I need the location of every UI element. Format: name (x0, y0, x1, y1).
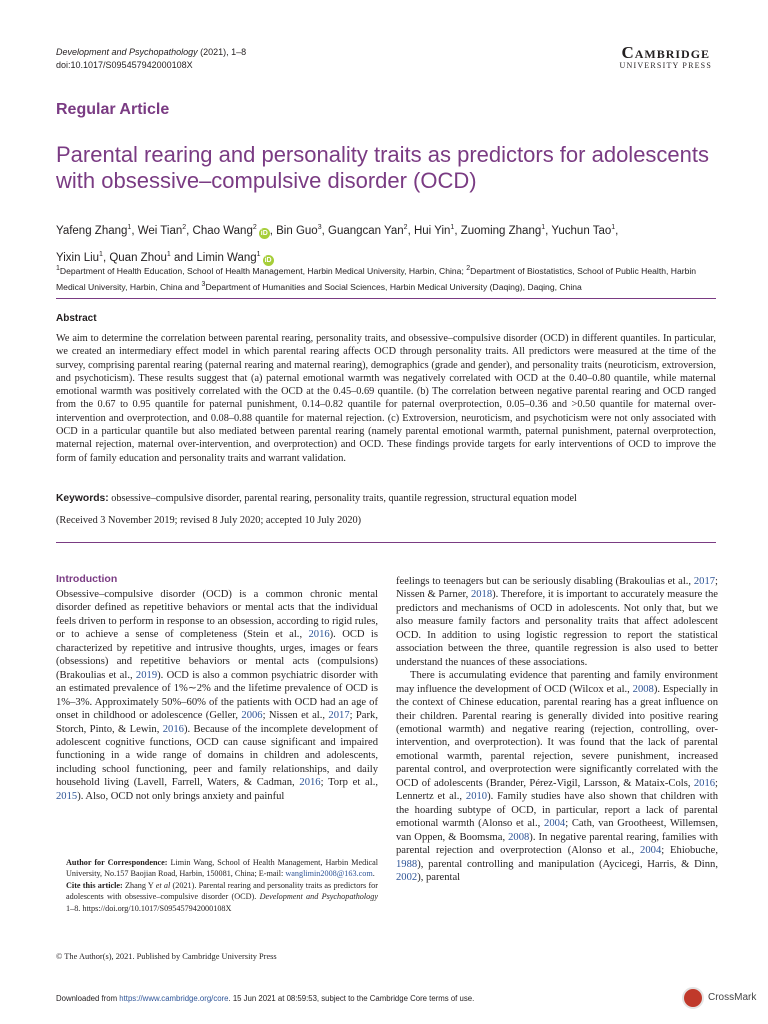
footer-suffix: . 15 Jun 2021 at 08:59:53, subject to the Cambridge Core terms of use. (228, 994, 475, 1003)
column-left (56, 573, 378, 803)
author-affiliation-marker: 1 (541, 224, 546, 231)
citation-link[interactable]: 2008 (508, 831, 530, 843)
paragraph-text: ). Therefore, it is important to accurately measure the predictors and mechanisms of OCD in adolescents. Not only that, but we also measure family factors and personality traits that affect adolescent OCD. In addition to using logistic regression to report the statistical association between the three, quantile regression is also used to better understand the nuances of these associations. (396, 589, 718, 668)
correspondence-text: Limin Wang, School of Health Management, Harbin Medical University, No.157 Baojian Road, Harbin, 150081, China; E-mail: (66, 858, 379, 879)
citation-link[interactable]: 2002 (396, 871, 418, 883)
affiliation-text: Department of Humanities and Social Sciences, Harbin Medical University (Daqing), Daqing, China (205, 281, 582, 292)
citation-link[interactable]: 2016 (162, 723, 184, 735)
paragraph-text: ). In negative parental rearing, families with parental rejection and overprotection (Alonso et al., (396, 831, 718, 857)
introduction-paragraph-1-continued (396, 575, 718, 669)
footer-prefix: Downloaded from (56, 994, 120, 1003)
paragraph-text: ). Especially in the context of Chinese education, parental rearing has a great influence on their children. Parental rearing is generally divided into positive rearing (emotional warmth) and negative rearing (rejection, controlling, over-intervention, and overprotection). It was found that the lack of parental emotional warmth, parental rejection, severe punishment, increased parental control, and overprotection were significantly correlated with the OCD of adolescents (Brander, Pérez-Vigil, Larsson, & Mataix-Cols, (396, 683, 718, 789)
paragraph-text: feelings to teenagers but can be seriously disabling (Brakoulias et al., (396, 576, 694, 587)
introduction-paragraph-2 (396, 669, 718, 884)
correspondence-end: . (372, 869, 375, 879)
author-list: Yafeng Zhang$^1$, Wei Tian$^2$, Chao Wang$^2$iD , Bin Guo$^3$, Guangcan Yan$^2$, Hui Yin$^1$, Zuoming Zhang$^1$, Yuchun Tao$^1$, Yixin Liu$^1$, Quan Zhou$^1$ and Limin Wang$^1$iD (56, 224, 619, 264)
keywords-text: obsessive–compulsive disorder, parental rearing, personality traits, quantile regression, structural equation model (108, 493, 577, 504)
citation-etal: et al (155, 880, 171, 890)
introduction-heading: Introduction (56, 573, 118, 585)
journal-year-pages: (2021), 1–8 (197, 47, 247, 57)
correspondence-label: Author for Correspondence: (66, 858, 168, 867)
paragraph-text: ). Also, OCD not only brings anxiety and painful (77, 790, 285, 802)
author-name: Quan Zhou (109, 251, 167, 264)
paragraph-text: ). Because of the incomplete development of adolescent cognitive functions, OCD can cause significant and impaired functioning in a wide range of domains in children and adolescents, including school functioning, peer and family relationships, and daily household living (Lavell, Farrell, Waters, & Cadman, (56, 723, 378, 789)
citation-link[interactable]: 2016 (693, 777, 716, 789)
author-affiliation-marker: 1 (127, 224, 132, 231)
received-dates: (Received 3 November 2019; revised 8 July 2020; accepted 10 July 2020) (56, 515, 362, 526)
correspondence-email[interactable]: wanglimin2008@163.com (285, 869, 373, 879)
orcid-icon[interactable]: iD (264, 256, 272, 264)
citation-title: (2021). Parental rearing and personality traits as predictors for adolescents with obsessive–compulsive disorder (OCD). (66, 880, 379, 902)
copyright: © The Author(s), 2021. Published by Cambridge University Press (56, 952, 277, 961)
affiliation-marker: 3 (201, 280, 206, 288)
publisher-subtitle: UNIVERSITY PRESS (619, 61, 712, 70)
author-name: Wei Tian (137, 224, 183, 237)
citation-link[interactable]: 2018 (470, 589, 493, 601)
citation-link[interactable]: 2015 (56, 790, 78, 802)
citation-link[interactable]: 2010 (465, 791, 488, 803)
crossmark-icon[interactable] (682, 987, 704, 1009)
abstract-text: We aim to determine the correlation between parental rearing, personality traits, and obsessive–compulsive disorder (OCD) in different quantiles. In particular, we created an intermediary effect model in which parental rearing affects OCD through personality traits. All predictors were measured at the time of the survey, comprising parental rearing (paternal rearing and maternal rearing), demographics (grade and gender), and personality traits (neuroticism, extroversion, and psychoticism). These results suggest that (a) paternal emotional warmth was negatively correlated with OCD at the 0.40–0.80 quantile, while maternal emotional warmth was positively correlated with the OCD at the 0.45–0.69 quantile. (b) The correlation between negative parental rearing and OCD ranged from the 0.67 to 0.95 quantile for paternal punishment, 0.14–0.82 quantile for paternal overprotection, 0.05–0.36 and >0.50 quantile for maternal over-intervention and overprotection, and 0.08–0.88 quantile for maternal rejection. (c) Extroversion, neuroticism, and psychoticism were not only associated with OCD in a particular quantile but also mediated between parental rearing (namely parental emotional warmth, paternal punishment, paternal overprotection, maternal rejection, maternal over-intervention, and overprotection) and OCD. These findings provide targets for early interventions of OCD to improve the form of family education and personality traits and warrant validation. (56, 333, 716, 464)
paragraph-text: ; Cath, van Grootheest, Willemsen, van Oppen, & Boomsma, (396, 818, 718, 843)
paragraph-text: ). OCD is also a common psychiatric disorder with an estimated prevalence of 1%∼2% and the lifetime prevalence of OCD is 1%–3%. Approximately 50%–60% of the patients with OCD had an age of onset in childhood or adolescence (Geller, (56, 669, 378, 722)
footer-link[interactable]: https://www.cambridge.org/core (119, 994, 229, 1003)
doi: doi:10.1017/S095457942000108X (56, 60, 193, 70)
author-affiliation-marker: 3 (317, 224, 322, 231)
paragraph-text: ), parental controlling and manipulation (Aycicegi, Harris, & Dinn, (417, 858, 718, 870)
author-name: Yixin Liu (56, 251, 100, 264)
citation-link[interactable]: 2016 (299, 777, 321, 789)
affiliation-marker: 1 (56, 265, 60, 272)
paragraph-text: ; Torp et al., (320, 777, 378, 789)
citation-link[interactable]: 2004 (640, 845, 662, 857)
download-footer (56, 994, 474, 1003)
article-type: Regular Article (56, 101, 170, 118)
citation-label: Cite this article: (66, 880, 123, 890)
paragraph-text: ; Ehiobuche, (661, 845, 718, 857)
citation-text: Zhang Y (122, 880, 156, 890)
author-name: Yafeng Zhang (56, 224, 128, 237)
abstract-heading: Abstract (56, 313, 97, 324)
affiliation-text: Department of Health Education, School of Health Management, Harbin Medical University, Harbin, China; (59, 265, 467, 276)
affiliation-text: Department of Biostatistics, School of Public Health, Harbin Medical University, Harbin, China and (56, 265, 697, 292)
author-notes (66, 857, 378, 914)
column-right (396, 575, 718, 884)
author-name: Chao Wang (192, 224, 253, 237)
author-name: Hui Yin (413, 224, 451, 237)
paragraph-text: ; Lennertz et al., (396, 777, 718, 803)
author-name: Zuoming Zhang (460, 224, 542, 237)
author-name: Yuchun Tao (551, 224, 612, 237)
paragraph-text: There is accumulating evidence that parenting and family environment may influence the development of OCD (Wilcox et al., (396, 670, 718, 695)
correspondence (66, 857, 378, 880)
author-affiliation-marker: 1 (99, 250, 103, 258)
citation-journal: Development and Psychopathology (259, 892, 378, 902)
citation-link[interactable]: 2017 (693, 576, 716, 587)
author-affiliation-marker: 1 (611, 224, 616, 231)
citation-link[interactable]: 2006 (241, 710, 263, 722)
journal-info (56, 46, 246, 72)
paragraph-text: Obsessive–compulsive disorder (OCD) is a common chronic mental disorder defined as repetitive behaviors or mental acts that the individual feels driven to perform in response to an obsession, according to rigid rules, or to achieve a sense of completeness (Stein et al., (56, 589, 378, 641)
journal-name: Development and Psychopathology (56, 47, 198, 57)
citation-link[interactable]: 2017 (328, 710, 350, 722)
author-affiliation-marker: 2 (403, 224, 408, 231)
author-affiliation-marker: 2 (252, 224, 257, 231)
citation-link[interactable]: 1988 (396, 858, 418, 870)
paragraph-text: ; Nissen et al., (262, 710, 329, 722)
author-name: Guangcan Yan (328, 224, 404, 237)
crossmark-label[interactable]: CrossMark (708, 992, 757, 1003)
publisher-logo (620, 44, 712, 71)
paragraph-text: ), parental (417, 871, 461, 883)
divider-bottom (56, 542, 716, 543)
keywords-label: Keywords: (56, 493, 109, 504)
author-affiliation-marker: 1 (450, 224, 455, 231)
author-affiliation-marker: 1 (166, 250, 171, 258)
publisher-name: Cambridge (621, 43, 711, 62)
author-name: Bin Guo (276, 224, 318, 237)
citation (66, 880, 378, 914)
author-affiliation-marker: 1 (256, 250, 261, 258)
author-affiliation-marker: 2 (182, 224, 187, 231)
paragraph-text: ; Park, Storch, Pinto, & Lewin, (56, 710, 378, 735)
citation-link[interactable]: 2016 (308, 629, 330, 641)
introduction-paragraph-1 (56, 588, 378, 803)
affiliations (56, 262, 716, 294)
paragraph-text: ). Family studies have also shown that children with the hoarding subtype of OCD, in particular, report a lack of parental emotional warmth (Alonso et al., (396, 791, 718, 830)
divider-top (56, 298, 716, 299)
orcid-icon[interactable]: iD (260, 229, 268, 237)
author-name: Limin Wang (196, 251, 257, 264)
article-title: Parental rearing and personality traits as predictors for adolescents with obsessive–compulsive disorder (OCD) (56, 142, 710, 193)
keywords (56, 493, 716, 504)
citation-link[interactable]: 2008 (632, 683, 654, 695)
citation-link[interactable]: 2004 (544, 818, 566, 830)
citation-link[interactable]: 2019 (135, 669, 158, 681)
citation-doi: 1–8. https://doi.org/10.1017/S095457942000108X (66, 903, 232, 913)
paragraph-text: ). OCD is characterized by repetitive and intrusive thoughts, urges, images or fears (obsessions) and repetitive behaviors or mental acts (compulsions) (Brakoulias et al., (56, 629, 378, 681)
paragraph-text: ; Nissen & Parner, (396, 576, 718, 601)
affiliation-marker: 2 (466, 265, 471, 272)
